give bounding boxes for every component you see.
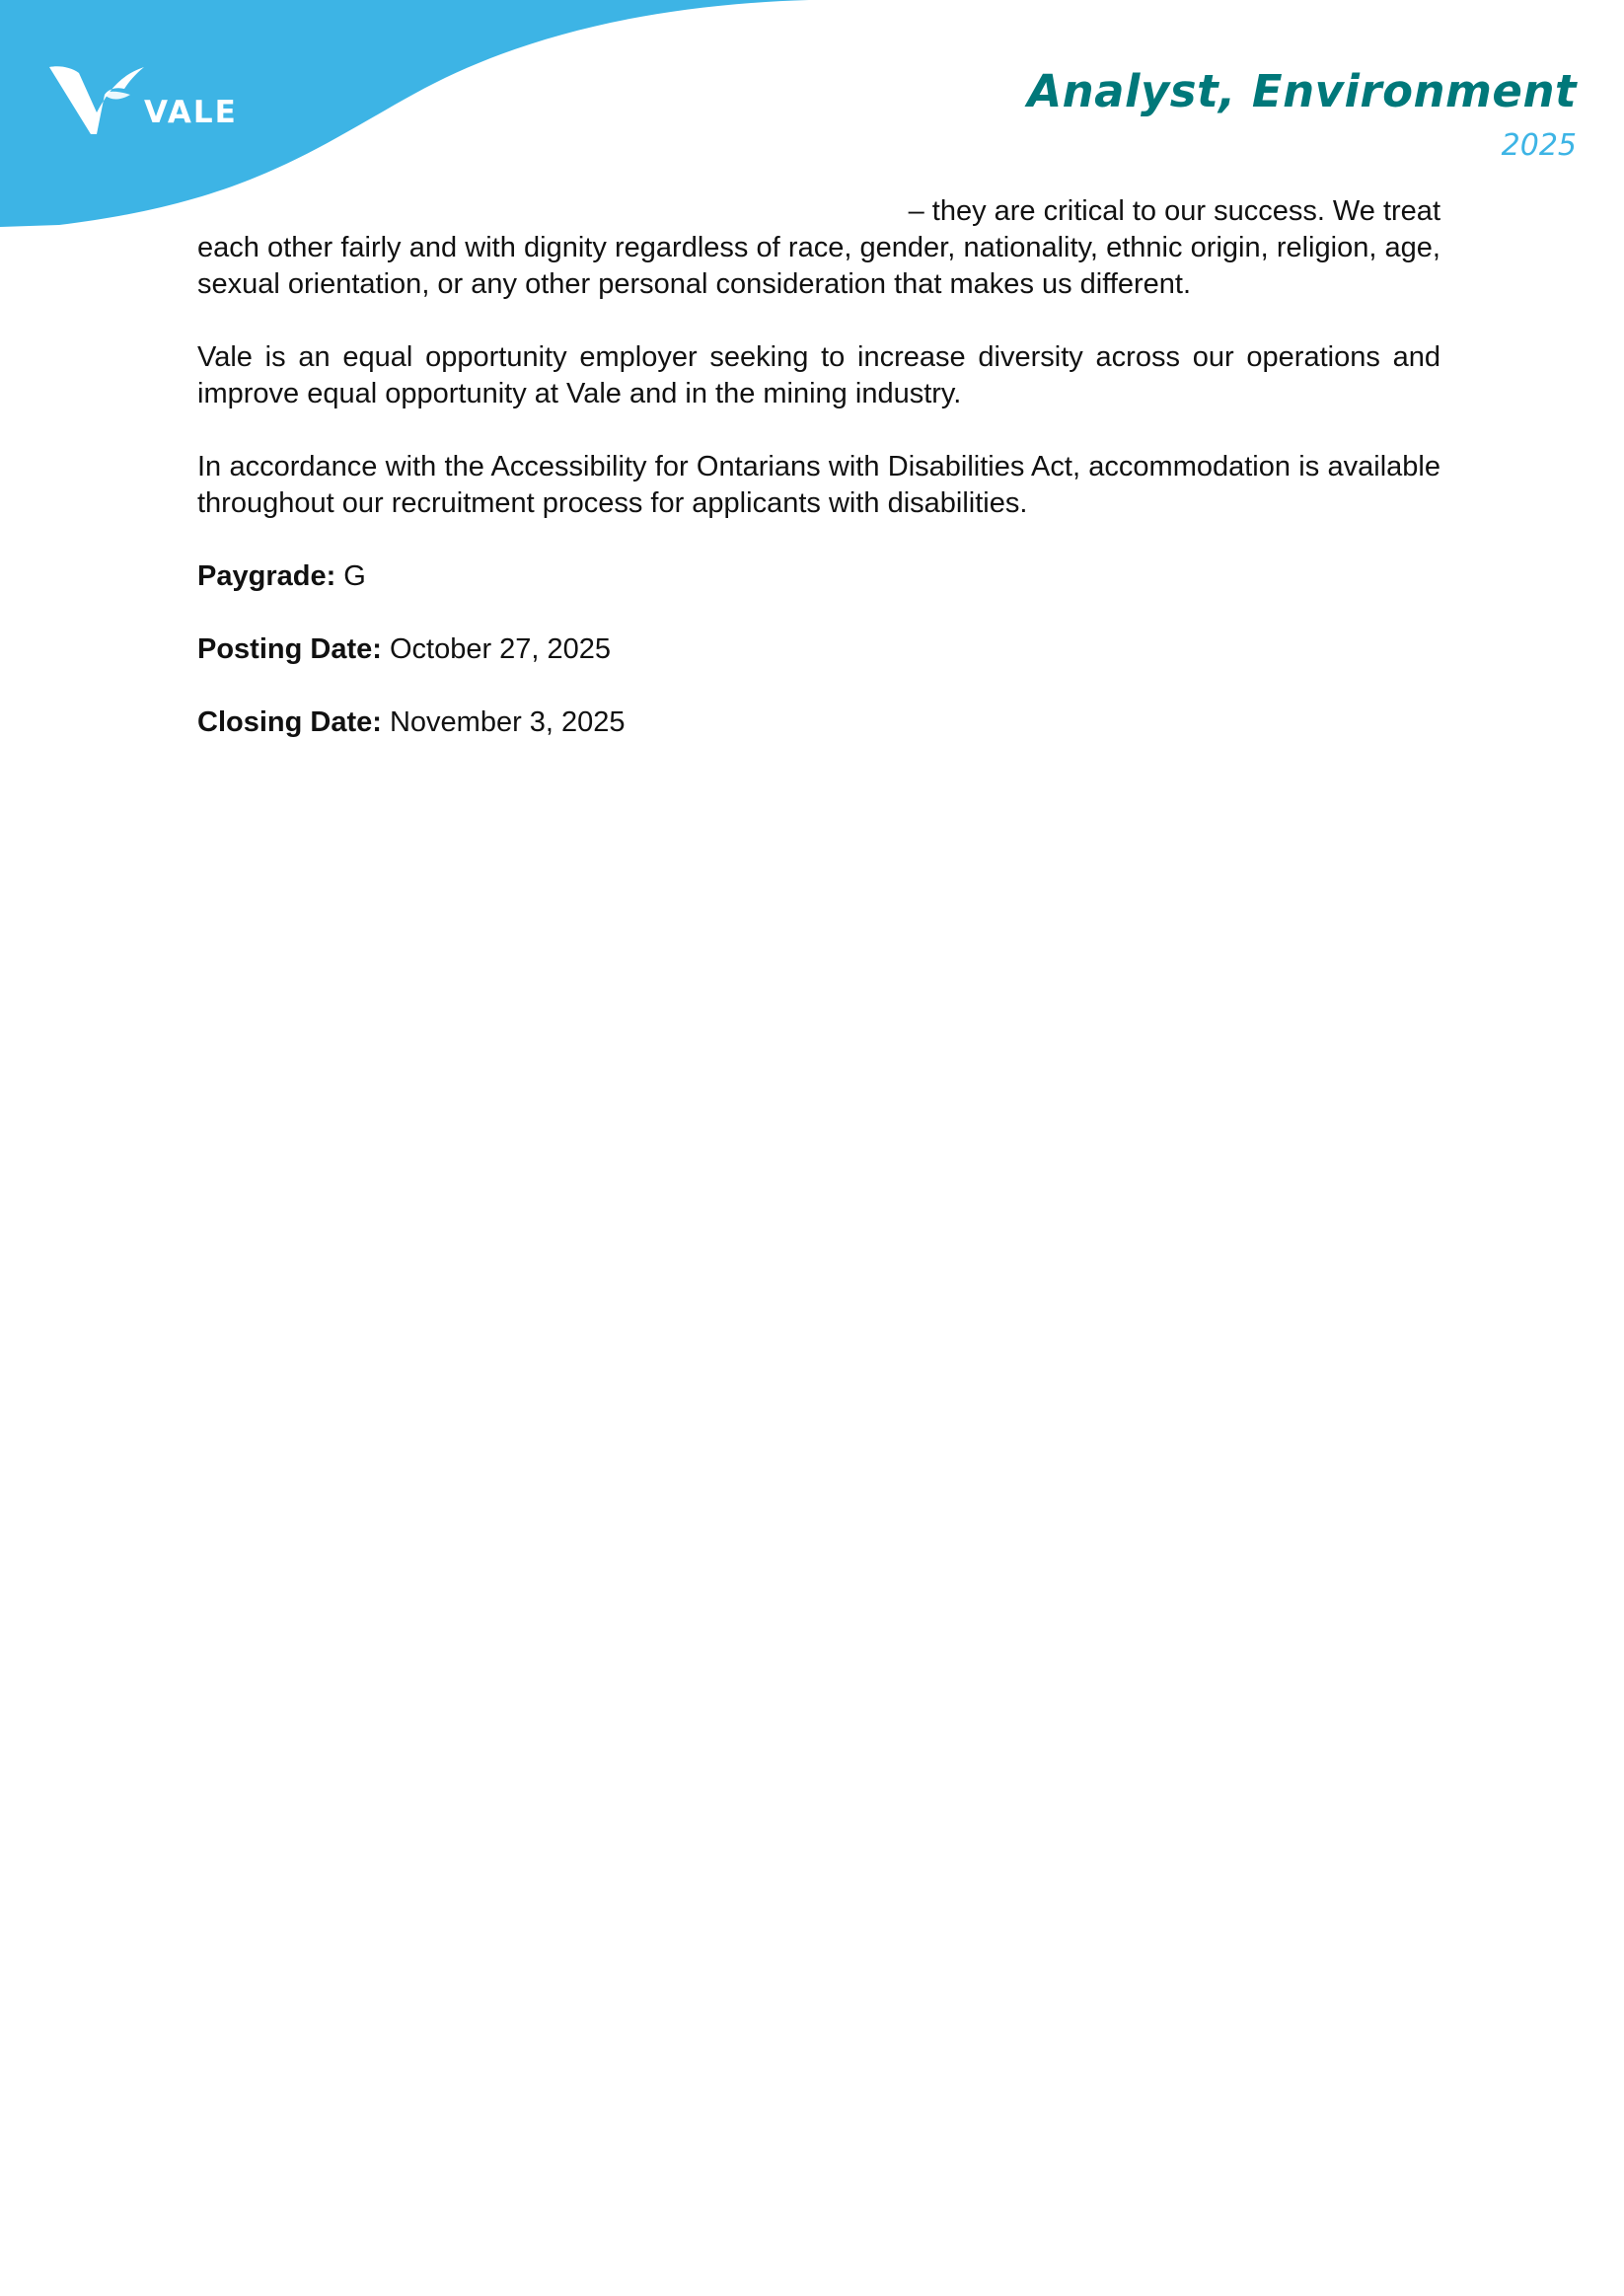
- vale-logo: [49, 61, 238, 134]
- paragraph-diversity-text: each other fairly and with dignity regardless of race, gender, nationality, ethnic origin, religion, age, sexual orientation, or any other personal consideration that makes us different.: [197, 232, 1440, 300]
- document-title: Analyst, Environment: [1027, 65, 1577, 117]
- posting-date-value: October 27, 2025: [381, 633, 612, 665]
- document-year: 2025: [1501, 128, 1577, 163]
- paygrade-label: Paygrade:: [197, 560, 336, 592]
- posting-date-line: [197, 631, 1440, 668]
- paygrade-line: [197, 558, 1440, 595]
- paragraph-continuation-line: – they are critical to our success. We treat: [908, 195, 1440, 227]
- document-body: [197, 193, 1440, 778]
- logo-text: VALE: [144, 95, 238, 130]
- posting-date-label: Posting Date:: [197, 633, 382, 665]
- closing-date-line: [197, 704, 1440, 741]
- vale-v-icon: [49, 61, 148, 134]
- paragraph-accessibility: In accordance with the Accessibility for Ontarians with Disabilities Act, accommodation is available throughout our recruitment process for applicants with disabilities.: [197, 451, 1440, 519]
- closing-date-label: Closing Date:: [197, 706, 382, 738]
- paygrade-value: G: [335, 560, 366, 592]
- header-wave-background: [0, 0, 1624, 237]
- paragraph-equal-opportunity: Vale is an equal opportunity employer seeking to increase diversity across our operations and improve equal opportunity at Vale and in the mining industry.: [197, 341, 1440, 409]
- closing-date-value: November 3, 2025: [381, 706, 626, 738]
- posting-details: [197, 558, 1440, 741]
